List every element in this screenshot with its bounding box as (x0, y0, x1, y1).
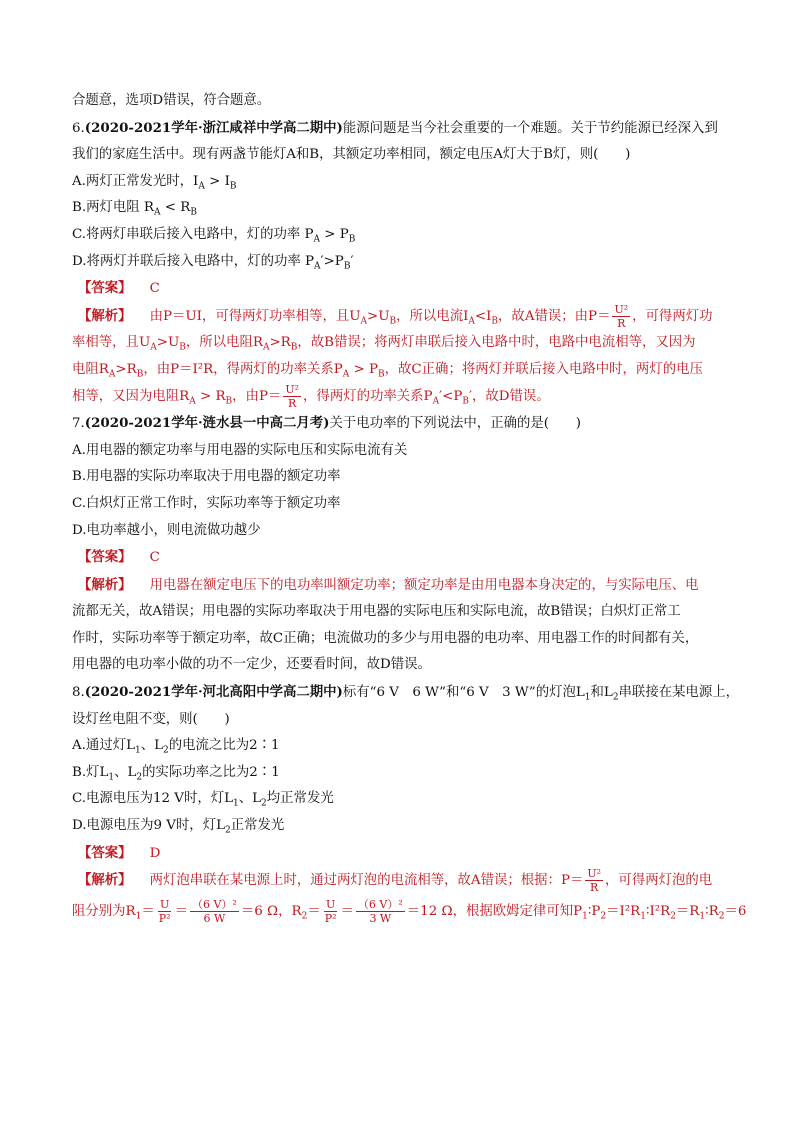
question-6-analysis-line-3: 电阻$R_A>R_B$，由P＝I²R，得两灯的功率关系$P_A > P_B$，故C正确；将两灯并联后接入电路中时，两灯的电压 (72, 361, 703, 380)
question-7-analysis-line-1: 【解析】 用电器在额定电压下的电功率叫额定功率；额定功率是由用电器本身决定的，与实际电压、电 (78, 576, 699, 593)
question-source: (2020-2021学年·浙江咸祥中学高二期中) (84, 119, 343, 136)
fraction: $\frac{\text{（6 V）²}}{6 W}$ (191, 897, 237, 925)
fraction: $\frac{U}{\text{P²}}$ (324, 897, 337, 925)
fraction: $\frac{U}{\text{P²}}$ (158, 897, 171, 925)
question-7-option-b: B.用电器的实际功率取决于用电器的额定功率 (72, 469, 341, 485)
question-source: (2020-2021学年·河北高阳中学高二期中) (84, 684, 343, 701)
analysis-tag: 【解析】 (78, 576, 132, 593)
question-text: 能源问题是当今社会重要的一个难题。关于节约能源已经深入到 (342, 120, 718, 136)
question-7-analysis-line-2: 流都无关，故A错误；用电器的实际功率取决于用电器的实际电压和实际电流，故B错误；白炽灯正常工 (72, 604, 681, 620)
question-8-option-b: B.灯$L_1$、$L_2$的实际功率之比为2∶1 (72, 764, 280, 783)
question-6-option-d: D.将两灯并联后接入电路中，灯的功率 $P_A'>P_B'$ (72, 253, 354, 272)
question-6-option-a: A.两灯正常发光时，$I_A > I_B$ (72, 173, 237, 192)
answer-tag: 【答案】 (78, 844, 132, 861)
question-7-answer (72, 544, 722, 572)
question-7-stem: 7.(2020-2021学年·涟水县一中高二月考)关于电功率的下列说法中，正确的是( ) (72, 415, 581, 432)
answer-tag: 【答案】 (78, 549, 132, 566)
question-8-analysis-line-1: 【解析】 两灯泡串联在某电源上时，通过两灯泡的电流相等，故A错误；根据：P＝ $\frac{\text{U²}}{R}$ ，可得两灯泡的电 (78, 867, 713, 895)
question-6-analysis-line-4: 相等，又因为电阻$R_A > R_B$，由P＝ $\frac{\text{U²}}{R}$ ，得两灯的功率关系$P_A'<P_B'$，故D错误。 (72, 382, 550, 410)
question-8-option-d: D.电源电压为9 V时，灯$L_2$正常发光 (72, 818, 285, 836)
question-source: (2020-2021学年·涟水县一中高二月考) (84, 415, 330, 432)
question-6-stem (72, 115, 722, 143)
question-8-stem-cont: 设灯丝电阻不变，则( ) (72, 711, 230, 727)
answer-value: C (149, 550, 160, 566)
question-7-analysis-line-4: 用电器的电功率小做的功不一定少，还要看时间，故D错误。 (72, 657, 431, 673)
question-8-analysis-line-2: 阻分别为$R_1=$ $\frac{U}{\text{P²}}$ ＝ $\frac{\text{（6 V）²}}{6 W}$ ＝6 Ω，$R_2=$ $\frac{U}{\text{P²}}$ ＝ $\frac{\text{（6 V）²}}{3 W}$ ＝12 Ω，根据欧姆定律可知$P_1∶P_2=I^2R_1∶I^2R_2=R_1∶R_2=6$ (72, 897, 747, 925)
question-6-answer (72, 275, 722, 303)
answer-value: C (149, 281, 160, 297)
question-6-analysis-line-2: 率相等，且$U_A>U_B$，所以电阻$R_A>R_B$，故B错误；将两灯串联后接入电路中时，电路中电流相等，又因为 (72, 335, 696, 354)
fraction: $\frac{\text{U²}}{R}$ (587, 867, 602, 895)
question-7-option-c: C.白炽灯正常工作时，实际功率等于额定功率 (72, 495, 341, 511)
answer-tag: 【答案】 (78, 280, 132, 297)
question-7-option-d: D.电功率越小，则电流做功越少 (72, 522, 261, 538)
question-8-option-c: C.电源电压为12 V时，灯$L_1$、$L_2$均正常发光 (72, 791, 334, 810)
question-6-analysis-line-1: 【解析】 由P＝UI，可得两灯功率相等，且$U_A>U_B$，所以电流$I_A<I_B$，故A错误；由P＝ $\frac{\text{U²}}{R}$ ，可得两灯功 (78, 302, 713, 330)
analysis-tag: 【解析】 (78, 872, 132, 889)
question-8-answer (72, 840, 722, 868)
fraction: $\frac{\text{U²}}{R}$ (614, 302, 629, 330)
question-7-analysis-line-3: 作时，实际功率等于额定功率，故C正确；电流做功的多少与用电器的电功率、用电器工作的时间都有关， (72, 630, 699, 646)
question-8-option-a: A.通过灯$L_1$、$L_2$的电流之比为2∶1 (72, 738, 280, 756)
question-7-option-a: A.用电器的额定功率与用电器的实际电压和实际电流有关 (72, 442, 408, 458)
fraction: $\frac{\text{U²}}{R}$ (285, 382, 300, 410)
continuation-text: 合题意，选项D错误，符合题意。 (72, 93, 271, 108)
question-8-stem: 8.(2020-2021学年·河北高阳中学高二期中)标有“6 V 6 W”和“6 V 3 W”的灯泡$L_1$和$L_2$串联接在某电源上， (72, 684, 740, 703)
question-6-option-c: C.将两灯串联后接入电路中，灯的功率 $P_A > P_B$ (72, 226, 356, 245)
question-6-stem-cont: 我们的家庭生活中。现有两盏节能灯A和B，其额定功率相同，额定电压A灯大于B灯，则( ) (72, 147, 631, 163)
question-6-option-b: B.两灯电阻 $R_A < R_B$ (72, 200, 197, 219)
fraction: $\frac{\text{（6 V）²}}{3 W}$ (357, 897, 403, 925)
answer-value: D (149, 845, 161, 861)
question-number: 6. (72, 120, 85, 136)
document-page (72, 88, 747, 929)
analysis-tag: 【解析】 (78, 307, 132, 324)
